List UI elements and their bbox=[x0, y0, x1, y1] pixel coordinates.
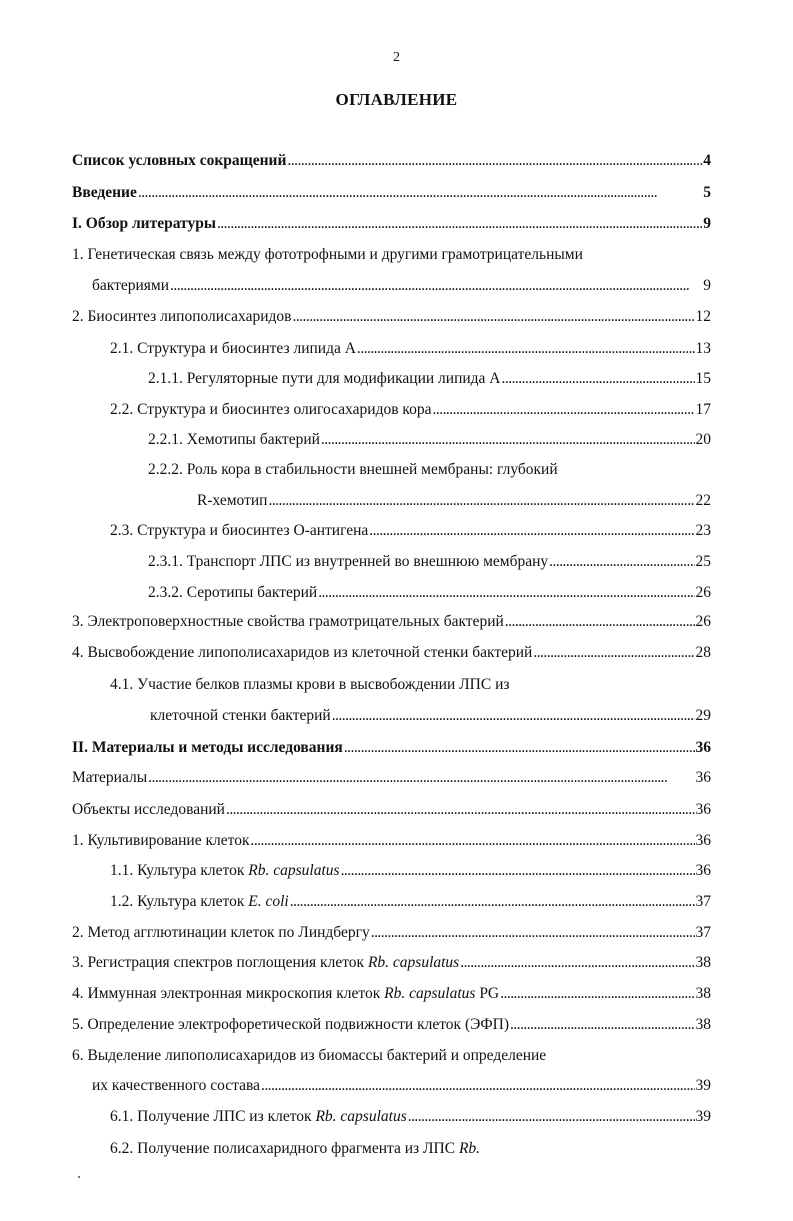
toc-entry bbox=[110, 1140, 480, 1160]
toc-entry-title bbox=[148, 431, 320, 449]
toc-entry-title bbox=[72, 184, 137, 202]
toc-entry-title-text: 1. Культивирование клеток bbox=[72, 832, 250, 849]
toc-entry bbox=[110, 893, 711, 913]
toc-entry bbox=[72, 246, 583, 266]
toc-entry-page: 38 bbox=[695, 985, 711, 1002]
toc-entry-page: 26 bbox=[695, 613, 711, 630]
dot-leader bbox=[261, 1077, 695, 1095]
toc-entry-title-text: 2.3.2. Серотипы бактерий bbox=[148, 584, 318, 601]
dot-leader bbox=[408, 1108, 695, 1126]
dot-leader bbox=[321, 431, 695, 449]
dot-leader bbox=[170, 277, 702, 295]
toc-entry bbox=[148, 584, 711, 604]
toc-entry-page: 26 bbox=[695, 584, 711, 601]
page-title: ОГЛАВЛЕНИЕ bbox=[335, 90, 458, 109]
dot-leader bbox=[510, 1016, 694, 1034]
toc-entry bbox=[72, 832, 711, 852]
dot-leader bbox=[533, 644, 694, 662]
toc-entry-title-text: 2.1. Структура и биосинтез липида А bbox=[110, 340, 356, 357]
scan-speck bbox=[78, 1176, 80, 1178]
toc-entry-title-text: II. Материалы и методы исследования bbox=[72, 739, 343, 756]
toc-entry-page: 36 bbox=[695, 769, 711, 786]
toc-entry bbox=[72, 308, 711, 328]
dot-leader bbox=[460, 954, 694, 972]
toc-entry-title bbox=[110, 401, 432, 419]
toc-entry bbox=[72, 1047, 546, 1067]
toc-entry-title-text: 3. Электроповерхностные свойства грамотрицательных бактерий bbox=[72, 613, 504, 630]
toc-entry bbox=[72, 985, 711, 1005]
toc-entry bbox=[197, 492, 711, 512]
toc-entry bbox=[148, 431, 711, 451]
toc-entry-page: 22 bbox=[695, 492, 711, 509]
dot-leader bbox=[292, 308, 694, 326]
toc-entry-title bbox=[110, 862, 340, 880]
toc-entry-page: 9 bbox=[703, 277, 711, 294]
toc-entry-title bbox=[72, 152, 286, 170]
toc-entry-title bbox=[72, 832, 249, 850]
toc-entry-title-text: 2.2.1. Хемотипы бактерий bbox=[148, 431, 320, 448]
toc-entry-title-text: 1.2. Культура клеток bbox=[110, 893, 249, 910]
toc-entry-title bbox=[72, 644, 532, 662]
toc-entry-page: 17 bbox=[695, 401, 711, 418]
toc-entry bbox=[110, 401, 711, 421]
toc-entry-title bbox=[72, 1016, 509, 1034]
toc-entry-page: 36 bbox=[695, 832, 711, 849]
toc-entry-title bbox=[110, 676, 509, 694]
dot-leader bbox=[217, 215, 702, 233]
toc-entry-title-text: 3. Регистрация спектров поглощения клеток bbox=[72, 954, 368, 971]
toc-entry-title-italic: Rb. capsulatus bbox=[384, 985, 476, 1002]
toc-entry-title-text: 4.1. Участие белков плазмы крови в высвобождении ЛПС из bbox=[110, 676, 510, 693]
toc-entry-page: 36 bbox=[695, 862, 711, 879]
toc-entry-title-text: 6. Выделение липополисахаридов из биомассы бактерий и определение bbox=[72, 1047, 547, 1064]
toc-entry bbox=[92, 277, 711, 297]
toc-entry bbox=[110, 1108, 711, 1128]
toc-entry-title bbox=[72, 739, 343, 757]
toc-entry-title bbox=[148, 584, 317, 602]
toc-entry-title bbox=[148, 553, 548, 571]
dot-leader bbox=[138, 184, 702, 202]
toc-entry-title bbox=[72, 769, 147, 787]
toc-entry-title-text: 2.3.1. Транспорт ЛПС из внутренней во внешнюю мембрану bbox=[148, 553, 549, 570]
toc-entry-title bbox=[110, 1140, 480, 1158]
toc-entry-page: 29 bbox=[695, 707, 711, 724]
toc-entry-title-text: 2.1.1. Регуляторные пути для модификации липида А bbox=[148, 370, 501, 387]
toc-entry-title bbox=[72, 985, 499, 1003]
toc-entry bbox=[92, 1077, 711, 1097]
toc-entry bbox=[110, 340, 711, 360]
toc-entry-title-text: 6.2. Получение полисахаридного фрагмента из ЛПС bbox=[110, 1140, 459, 1157]
toc-entry-title-italic: Rb. capsulatus bbox=[248, 862, 340, 879]
toc-entry-title-text: 2.2.2. Роль кора в стабильности внешней мембраны: глубокий bbox=[148, 461, 558, 478]
toc-entry-title-text: 2.3. Структура и биосинтез О-антигена bbox=[110, 522, 369, 539]
toc-entry-title bbox=[110, 522, 368, 540]
toc-entry-page: 36 bbox=[695, 739, 711, 756]
dot-leader bbox=[332, 707, 695, 725]
toc-entry-title bbox=[72, 924, 370, 942]
toc-entry-title bbox=[72, 308, 291, 326]
toc-entry-title bbox=[197, 492, 267, 510]
toc-entry-title-text: 2.2. Структура и биосинтез олигосахаридов кора bbox=[110, 401, 432, 418]
toc-entry-page: 37 bbox=[695, 893, 711, 910]
dot-leader bbox=[502, 370, 695, 388]
toc-entry-title-text: 4. Высвобождение липополисахаридов из клеточной стенки бактерий bbox=[72, 644, 533, 661]
toc-entry-title-text: 2. Метод агглютинации клеток по Линдбергу bbox=[72, 924, 370, 941]
toc-entry-title-text: 6.1. Получение ЛПС из клеток bbox=[110, 1108, 316, 1125]
toc-entry-page: 37 bbox=[695, 924, 711, 941]
toc-entry-page: 9 bbox=[703, 215, 711, 232]
dot-leader bbox=[250, 832, 694, 850]
toc-entry-title-text: 5. Определение электрофоретической подвижности клеток (ЭФП) bbox=[72, 1016, 510, 1033]
dot-leader bbox=[148, 769, 694, 787]
toc-entry-title bbox=[72, 954, 459, 972]
toc-entry-page: 23 bbox=[695, 522, 711, 539]
toc-entry-page: 28 bbox=[695, 644, 711, 661]
toc-entry-title bbox=[110, 1108, 407, 1126]
toc-entry-title-text: PG bbox=[475, 985, 500, 1002]
dot-leader bbox=[357, 340, 695, 358]
toc-entry bbox=[72, 954, 711, 974]
toc-entry bbox=[72, 1016, 711, 1036]
toc-entry bbox=[148, 461, 558, 481]
toc-entry-page: 20 bbox=[695, 431, 711, 448]
toc-entry-page: 25 bbox=[695, 553, 711, 570]
toc-entry bbox=[72, 152, 711, 172]
toc-entry-page: 39 bbox=[695, 1077, 711, 1094]
toc-entry-title bbox=[72, 215, 216, 233]
toc-entry bbox=[72, 924, 711, 944]
toc-entry-page: 15 bbox=[695, 370, 711, 387]
page-number: 2 bbox=[393, 50, 400, 65]
toc-entry-page: 5 bbox=[703, 184, 711, 201]
toc-entry-title bbox=[148, 461, 558, 479]
toc-entry-title-text: Материалы bbox=[72, 769, 148, 786]
toc-entry-title-text: 1.1. Культура клеток bbox=[110, 862, 249, 879]
dot-leader bbox=[549, 553, 694, 571]
toc-entry bbox=[110, 862, 711, 882]
dot-leader bbox=[433, 401, 695, 419]
toc-entry-title bbox=[72, 613, 504, 631]
toc-entry-page: 38 bbox=[695, 954, 711, 971]
toc-entry-page: 12 bbox=[695, 308, 711, 325]
toc-entry-page: 36 bbox=[695, 801, 711, 818]
toc-entry-title bbox=[72, 801, 225, 819]
toc-entry-title-text: Объекты исследований bbox=[72, 801, 225, 818]
dot-leader bbox=[341, 862, 695, 880]
dot-leader bbox=[318, 584, 694, 602]
toc-entry-title-italic: E. coli bbox=[248, 893, 289, 910]
toc-entry bbox=[72, 215, 711, 235]
toc-entry-title bbox=[72, 1047, 546, 1065]
dot-leader bbox=[290, 893, 695, 911]
toc-entry-title bbox=[92, 1077, 260, 1095]
toc-entry bbox=[72, 769, 711, 789]
dot-leader bbox=[226, 801, 695, 819]
toc-entry-page: 13 bbox=[695, 340, 711, 357]
toc-entry-title-text: 2. Биосинтез липополисахаридов bbox=[72, 308, 292, 325]
toc-entry-title bbox=[92, 277, 169, 295]
toc-entry bbox=[110, 676, 509, 696]
dot-leader bbox=[369, 522, 694, 540]
dot-leader bbox=[268, 492, 694, 510]
toc-entry-title-text: бактериями bbox=[92, 277, 170, 294]
dot-leader bbox=[500, 985, 694, 1003]
toc-entry bbox=[110, 522, 711, 542]
toc-entry-title bbox=[110, 893, 289, 911]
toc-entry bbox=[148, 553, 711, 573]
toc-entry-title-text: клеточной стенки бактерий bbox=[150, 707, 331, 724]
toc-entry-title bbox=[110, 340, 356, 358]
toc-entry bbox=[148, 370, 711, 390]
toc-entry bbox=[72, 184, 711, 204]
toc-entry bbox=[72, 801, 711, 821]
toc-entry-title bbox=[72, 246, 583, 264]
toc-entry-title-text: 4. Иммунная электронная микроскопия клеток bbox=[72, 985, 385, 1002]
toc-entry-title bbox=[148, 370, 501, 388]
toc-entry-page: 4 bbox=[703, 152, 711, 169]
toc-entry-title-text: I. Обзор литературы bbox=[72, 215, 216, 232]
toc-entry-title bbox=[150, 707, 331, 725]
toc-entry-title-text: Список условных сокращений bbox=[72, 152, 287, 169]
toc-entry bbox=[150, 707, 711, 727]
toc-entry-title-italic: Rb. capsulatus bbox=[315, 1108, 407, 1125]
dot-leader bbox=[287, 152, 702, 170]
toc-entry-title-italic: Rb. capsulatus bbox=[367, 954, 460, 971]
toc-entry-title-text: Введение bbox=[72, 184, 137, 201]
dot-leader bbox=[344, 739, 695, 757]
toc-entry bbox=[72, 739, 711, 759]
toc-entry-title-text: их качественного состава bbox=[92, 1077, 260, 1094]
toc-entry bbox=[72, 644, 711, 664]
dot-leader bbox=[371, 924, 695, 942]
toc-entry-title-text: 1. Генетическая связь между фототрофными и другими грамотрицательными bbox=[72, 246, 583, 263]
dot-leader bbox=[505, 613, 695, 631]
toc-entry-page: 39 bbox=[695, 1108, 711, 1125]
toc-entry-title-italic: Rb. bbox=[458, 1140, 481, 1157]
toc-entry bbox=[72, 613, 711, 633]
toc-entry-title-text: R-хемотип bbox=[197, 492, 268, 509]
toc-entry-page: 38 bbox=[695, 1016, 711, 1033]
